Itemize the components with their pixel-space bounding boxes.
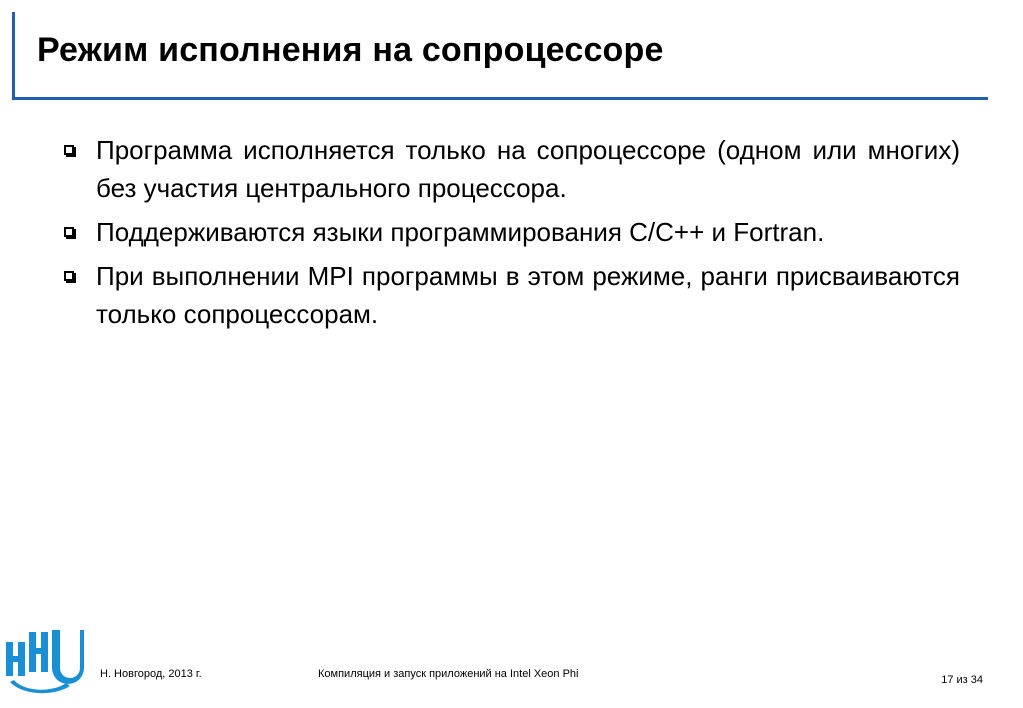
square-bullet-icon	[64, 227, 74, 237]
bullet-text: Программа исполняется только на сопроцессоре (одном или многих) без участия центрального процессора.	[96, 135, 960, 203]
title-accent-vertical	[12, 12, 15, 100]
title-accent-horizontal	[12, 97, 988, 100]
footer-course-title: Компиляция и запуск приложений на Intel Xeon Phi	[318, 668, 579, 680]
page-number: 17 из 34	[941, 674, 983, 686]
bullet-list	[64, 131, 960, 339]
bullet-text: Поддерживаются языки программирования C/C++ и Fortran.	[96, 217, 825, 247]
bullet-item	[64, 213, 960, 251]
unn-logo-icon	[4, 626, 84, 704]
bullet-item	[64, 257, 960, 333]
square-bullet-icon	[64, 145, 74, 155]
footer-location: Н. Новгород, 2013 г.	[100, 668, 202, 680]
square-bullet-icon	[64, 271, 74, 281]
bullet-text: При выполнении MPI программы в этом режиме, ранги присваиваются только сопроцессорам.	[96, 261, 960, 329]
bullet-item	[64, 131, 960, 207]
slide-title: Режим исполнения на сопроцессоре	[37, 31, 664, 69]
